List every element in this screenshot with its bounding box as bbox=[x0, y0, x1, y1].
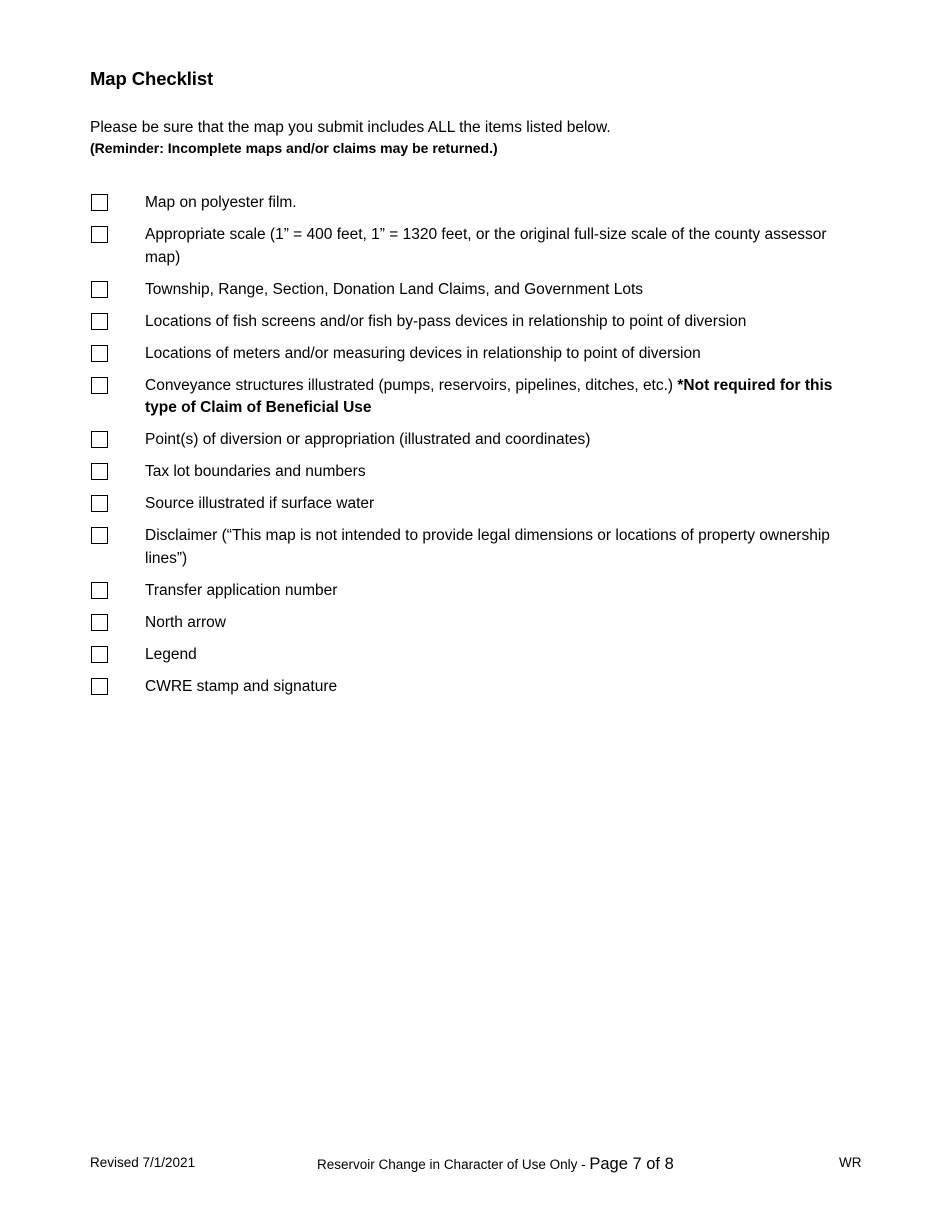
checkbox[interactable] bbox=[91, 226, 108, 243]
checklist-item bbox=[90, 279, 860, 302]
reminder-text: (Reminder: Incomplete maps and/or claims may be returned.) bbox=[90, 140, 498, 156]
footer-form-title bbox=[317, 1155, 674, 1174]
checklist-item bbox=[90, 461, 860, 484]
checklist-item-label: Locations of meters and/or measuring devices in relationship to point of diversion bbox=[145, 344, 701, 362]
checklist-item bbox=[90, 224, 860, 269]
checklist-item bbox=[90, 375, 860, 420]
checklist bbox=[90, 192, 860, 708]
checklist-item-label: Transfer application number bbox=[145, 581, 338, 599]
checklist-item bbox=[90, 580, 860, 603]
checklist-item bbox=[90, 525, 860, 570]
checkbox[interactable] bbox=[91, 345, 108, 362]
checklist-item-label: Appropriate scale (1” = 400 feet, 1” = 1320 feet, or the original full-size scale of the county assessor map) bbox=[145, 226, 827, 266]
checkbox[interactable] bbox=[91, 431, 108, 448]
checkbox[interactable] bbox=[91, 678, 108, 695]
checkbox[interactable] bbox=[91, 527, 108, 544]
form-code: WR bbox=[839, 1155, 862, 1170]
checkbox[interactable] bbox=[91, 614, 108, 631]
checklist-item bbox=[90, 192, 860, 215]
checklist-item-note: *Not required for this type of Claim of Beneficial Use bbox=[145, 376, 833, 416]
intro-block bbox=[90, 118, 611, 158]
checklist-item bbox=[90, 343, 860, 366]
checklist-item bbox=[90, 644, 860, 667]
checklist-item-label: Tax lot boundaries and numbers bbox=[145, 463, 366, 480]
revised-date: Revised 7/1/2021 bbox=[90, 1155, 196, 1170]
checklist-item-label: Disclaimer (“This map is not intended to provide legal dimensions or locations of property ownership lines”) bbox=[145, 527, 830, 567]
checklist-item bbox=[90, 676, 860, 699]
checklist-item bbox=[90, 429, 860, 452]
checklist-item bbox=[90, 311, 860, 334]
checklist-item-label: Locations of fish screens and/or fish by-pass devices in relationship to point of diversion bbox=[145, 312, 747, 330]
checkbox[interactable] bbox=[91, 495, 108, 512]
checklist-item-label: North arrow bbox=[145, 613, 226, 631]
checklist-item bbox=[90, 612, 860, 635]
checklist-item-label: Conveyance structures illustrated (pumps, reservoirs, pipelines, ditches, etc.) bbox=[145, 376, 678, 394]
checkbox[interactable] bbox=[91, 377, 108, 394]
checklist-item-label: Point(s) of diversion or appropriation (illustrated and coordinates) bbox=[145, 431, 591, 448]
checklist-item-label: Map on polyester film. bbox=[145, 194, 297, 211]
intro-text: Please be sure that the map you submit includes ALL the items listed below. bbox=[90, 119, 611, 136]
checkbox[interactable] bbox=[91, 313, 108, 330]
page-number: Page 7 of 8 bbox=[589, 1155, 674, 1173]
checklist-item-label: CWRE stamp and signature bbox=[145, 677, 338, 695]
checklist-item-label: Legend bbox=[145, 645, 197, 663]
checkbox[interactable] bbox=[91, 463, 108, 480]
checklist-item-label: Township, Range, Section, Donation Land Claims, and Government Lots bbox=[145, 280, 644, 298]
checkbox[interactable] bbox=[91, 194, 108, 211]
checkbox[interactable] bbox=[91, 281, 108, 298]
checklist-item-label: Source illustrated if surface water bbox=[145, 495, 375, 512]
checkbox[interactable] bbox=[91, 582, 108, 599]
form-name: Reservoir Change in Character of Use Only - bbox=[317, 1157, 590, 1172]
checkbox[interactable] bbox=[91, 646, 108, 663]
page-footer bbox=[0, 1152, 950, 1176]
page-title: Map Checklist bbox=[90, 68, 214, 89]
checklist-item bbox=[90, 493, 860, 516]
